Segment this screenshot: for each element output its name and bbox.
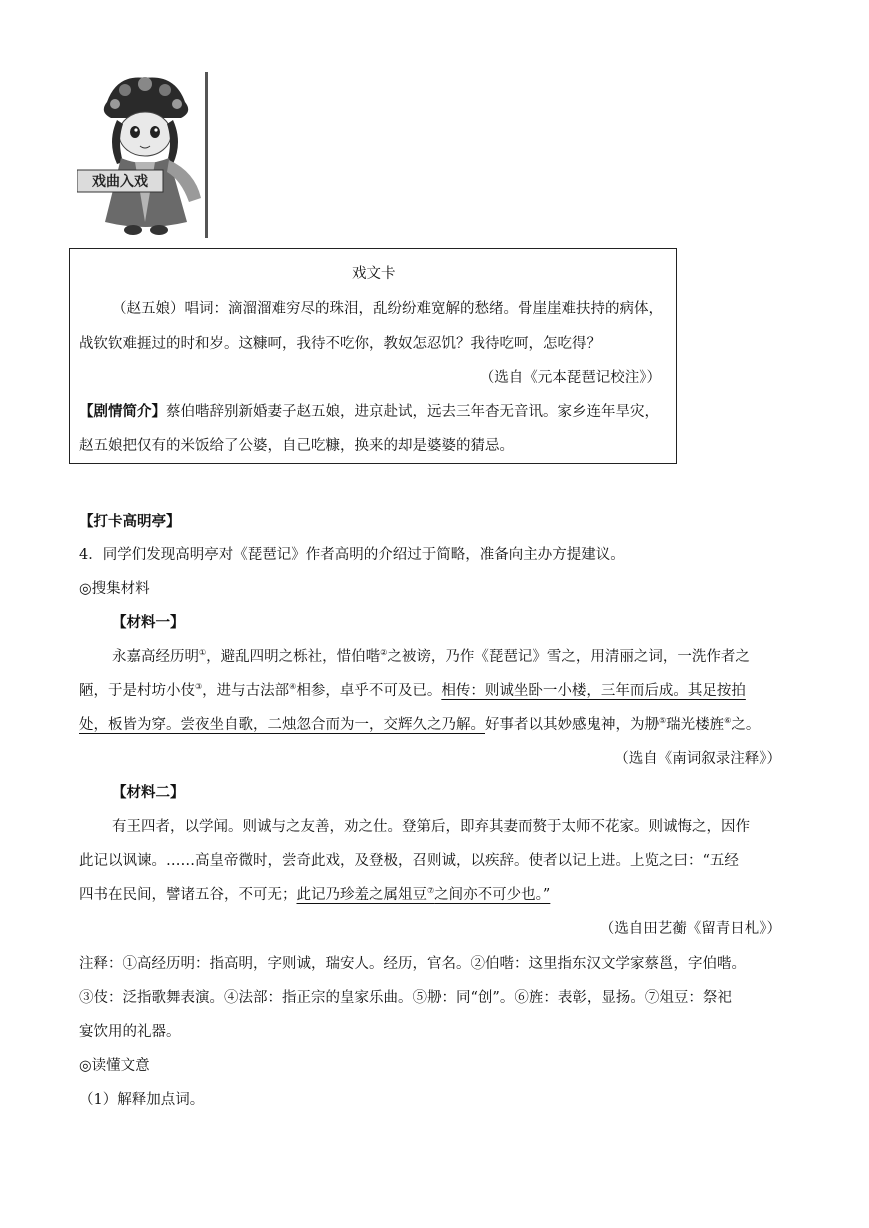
notes-line-1: 注释：①高经历明：指高明，字则诚，瑞安人。经历，官名。②伯喈：这里指东汉文学家蔡邕，字伯喈。	[79, 956, 746, 972]
note-ref: ①	[199, 648, 207, 657]
underlined-text: 处，板皆为穿。尝夜坐自歌，二烛忽合而为一，交辉久之乃解。	[79, 717, 485, 733]
read-heading: ◎读懂文意	[79, 1058, 150, 1074]
note-ref: ⑦	[427, 886, 435, 895]
card-plot-line-2: 赵五娘把仅有的米饭给了公婆，自己吃糠，换来的却是婆婆的猜忌。	[79, 438, 514, 454]
sign-text: 戏曲入戏	[92, 174, 148, 190]
note-ref: ⑥	[724, 716, 732, 725]
card-lyrics-line-2: 战钦钦难捱过的时和岁。这糠呵，我待不吃你，教奴怎忍饥？我待吃呵，怎吃得？	[79, 336, 601, 352]
material-1-line-1: 永嘉高经历明①，避乱四明之栎社，惜伯喈②之被谤，乃作《琵琶记》雪之，用清丽之词，一洗作者之	[112, 648, 750, 665]
notes-line-3: 宴饮用的礼器。	[79, 1024, 181, 1040]
material-1-source: （选自《南词叙录注释》）	[614, 751, 781, 767]
card-plot-line-1	[79, 400, 659, 421]
material-2-line-2: 此记以讽谏。……高皇帝微时，尝奇此戏，及登极，召则诚，以疾辞。使者以记上进。上览之曰：“五经	[79, 853, 739, 869]
question-4: 4．同学们发现高明亭对《琵琶记》作者高明的介绍过于简略，准备向主办方提建议。	[79, 547, 625, 563]
material-2-label: 【材料二】	[112, 784, 185, 801]
underlined-text: 此记乃珍羞之属俎豆⑦之间亦不可少也。”	[296, 886, 551, 903]
plot-text: 蔡伯喈辞别新婚妻子赵五娘，进京赴试，远去三年杳无音讯。家乡连年旱灾，	[166, 404, 659, 420]
note-ref: ④	[289, 682, 297, 691]
material-2-source: （选自田艺蘅《留青日札》）	[599, 921, 781, 937]
material-1-line-2: 陋，于是村坊小伎③，进与古法部④相参，卓乎不可及已。相传：则诚坐卧一小楼，三年而后成。其足按拍	[79, 682, 746, 699]
note-ref: ②	[380, 648, 388, 657]
card-lyrics-line-1: （赵五娘）唱词：滴溜溜难穷尽的珠泪，乱纷纷难宽解的愁绪。骨崖崖难扶持的病体，	[112, 301, 663, 317]
note-ref: ③	[195, 682, 203, 691]
notes-line-2: ③伎：泛指歌舞表演。④法部：指正宗的皇家乐曲。⑤刱：同“创”。⑥旌：表彰，显扬。⑦俎豆：祭祀	[79, 990, 732, 1006]
collect-heading: ◎搜集材料	[79, 581, 150, 597]
opera-girl-illustration	[77, 72, 213, 242]
material-2-line-3: 四书在民间，譬诸五谷，不可无；此记乃珍羞之属俎豆⑦之间亦不可少也。”	[79, 886, 551, 903]
card-source: （选自《元本琵琶记校注》）	[479, 370, 661, 386]
plot-label: 【剧情简介】	[79, 403, 166, 420]
underlined-text: 相传：则诚坐卧一小楼，三年而后成。其足按拍	[441, 683, 746, 699]
material-2-line-1: 有王四者，以学闻。则诚与之友善，劝之仕。登第后，即弃其妻而赘于太师不花家。则诚悔之，因作	[112, 819, 750, 835]
material-1-label: 【材料一】	[112, 614, 185, 631]
section-title: 【打卡高明亭】	[79, 513, 181, 530]
note-ref: ⑤	[659, 716, 667, 725]
sub-question-1: （1）解释加点词。	[79, 1092, 205, 1108]
card-title: 戏文卡	[352, 266, 396, 282]
material-1-line-3: 处，板皆为穿。尝夜坐自歌，二烛忽合而为一，交辉久之乃解。好事者以其妙感鬼神，为刱⑤瑞光楼旌⑥之。	[79, 716, 761, 733]
